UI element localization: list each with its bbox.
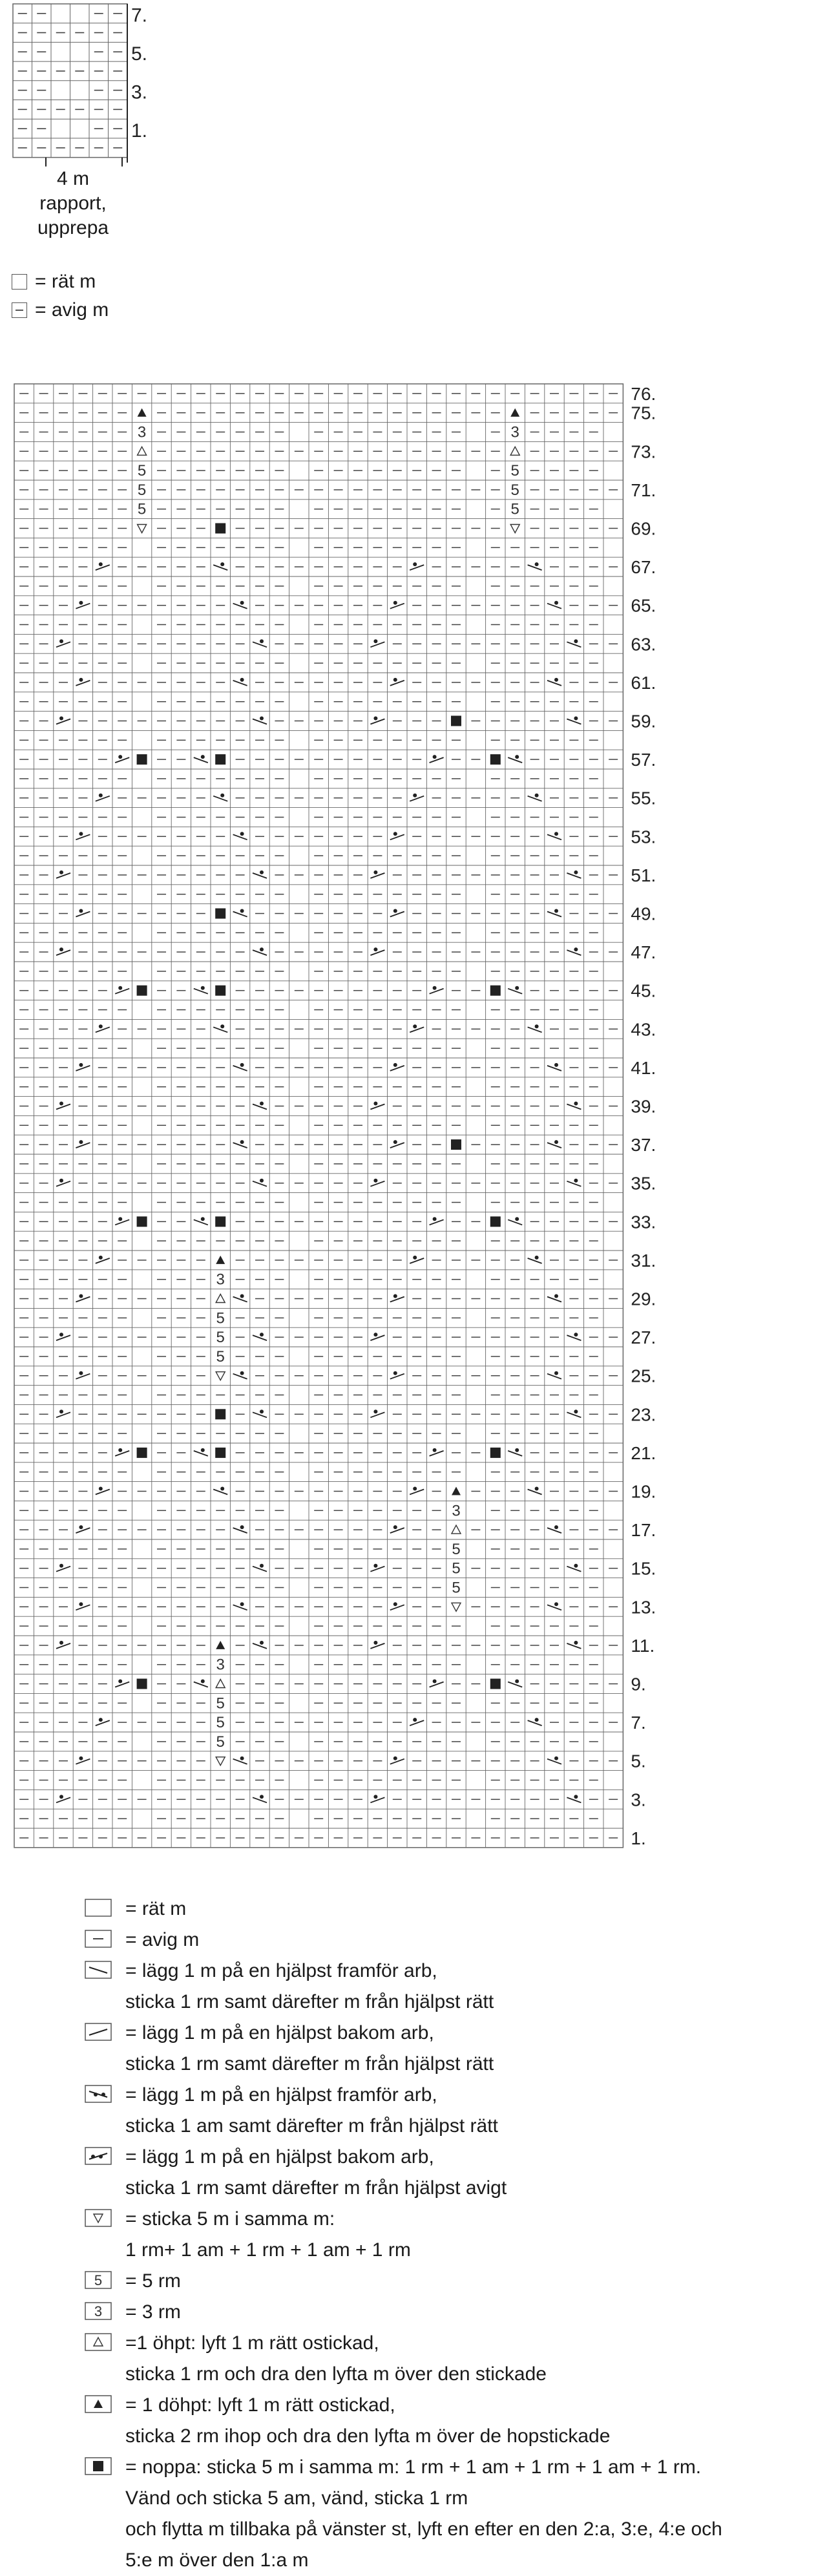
row-label: 19. [631,1481,656,1502]
cable-dot-icon [515,1217,519,1221]
legend-item [84,2297,821,2328]
cable-dot-icon [373,1179,377,1183]
cable-dot-icon [59,1795,63,1799]
legend-bottom [84,1894,821,2576]
row-label: 59. [631,711,656,732]
row-label: 1. [131,120,148,142]
legend-text [125,2452,821,2576]
legend-icon-cell [84,1925,125,1953]
cable-dot-icon [79,1294,83,1298]
bobble-icon [490,1679,501,1689]
legend-item [84,1894,821,1925]
row-label: 45. [631,980,656,1001]
row-label: 5. [631,1751,646,1771]
legend-top-item [12,268,109,296]
legend-item [84,2080,821,2142]
cable-dot-icon [433,986,437,990]
legend-line: = 3 rm [125,2301,181,2323]
cable-dot-icon [393,1140,397,1144]
cable-dot-icon [574,639,578,643]
cable-dot-icon [240,1757,244,1760]
five-rm-icon: 5 [216,1329,225,1347]
legend-icon-cell [84,1956,125,1984]
bobble-icon [137,1679,147,1689]
legend-icon-cell [84,2018,125,2046]
cable-left-front-icon [84,1960,112,1980]
cable-dot-icon [99,1487,103,1491]
cable-dot-icon [554,1063,558,1067]
legend-item [84,2328,821,2390]
cable-dot-icon [373,1409,377,1413]
cable-dot-icon [554,678,558,682]
cable-dot-icon [59,1641,63,1645]
row-label: 29. [631,1289,656,1309]
legend-text [125,2390,821,2452]
legend-item [84,2390,821,2452]
cable-dot-icon [373,717,377,721]
five-rm-icon: 5 [510,481,519,499]
cable-dot-icon [59,717,63,721]
bobble-icon [451,1139,461,1150]
cable-dot-icon [79,1063,83,1067]
cable-dot-icon [99,1024,103,1028]
cable-dot-icon [260,1179,264,1183]
legend-line: = avig m [125,1929,200,1950]
cable-dot-icon [373,1333,377,1336]
five-rm-icon: 5 [137,481,147,499]
cable-dot-icon [118,986,122,990]
cable-dot-icon [554,1140,558,1144]
cable-dot-icon [260,1795,264,1799]
cable-dot-icon [413,1718,417,1722]
cable-dot-icon [574,871,578,874]
row-label: 27. [631,1327,656,1348]
cable-dot-icon [393,1757,397,1760]
legend-text [125,1894,821,1925]
cable-dot-icon [79,1525,83,1529]
cable-dot-icon [260,947,264,951]
cable-dot-icon [574,947,578,951]
cable-dot-icon [535,1024,539,1028]
cable-dot-icon [574,717,578,721]
bobble-icon [137,754,147,765]
cable-dot-icon [535,1256,539,1260]
increase-triangle-icon [84,2208,112,2228]
cable-dot-icon [515,1680,519,1684]
row-label: 7. [131,5,148,26]
legend-line: sticka 1 rm och dra den lyfta m över den stickade [125,2363,547,2385]
legend-text [125,2080,821,2142]
cable-dot-icon [118,755,122,759]
row-label: 5. [131,43,148,65]
cable-dot-icon [413,794,417,797]
legend-text [125,2297,821,2328]
cable-dot-icon [59,639,63,643]
legend-line: 1 rm+ 1 am + 1 rm + 1 am + 1 rm [125,2239,411,2261]
legend-icon-cell [84,1894,125,1922]
cable-dot-icon [99,794,103,797]
purl-dash-icon [84,1929,112,1948]
legend-item [84,2266,821,2297]
double-decrease-icon [84,2394,112,2414]
cable-dot-icon [240,601,244,605]
bobble-icon [137,1448,147,1458]
row-label: 1. [631,1828,646,1848]
five-rm-icon: 5 [137,500,147,518]
legend-icon-cell [84,2204,125,2232]
legend-icon-cell [84,2266,125,2294]
cable-dot-icon [373,1641,377,1645]
cable-dot-icon [393,1294,397,1298]
legend-item [84,2204,821,2266]
legend-line: = lägg 1 m på en hjälpst framför arb, [125,1960,437,1981]
five-rm-icon: 5 [510,462,519,480]
legend-line: sticka 1 rm samt därefter m från hjälpst rätt [125,1991,494,2012]
legend-text [125,2142,821,2204]
cable-dot-icon [118,1217,122,1221]
repeat-label-line2: rapport, [39,193,107,214]
repeat-label [37,167,109,240]
cable-dot-icon [220,1024,224,1028]
knit-square-icon [84,1898,112,1917]
cable-dot-icon [79,678,83,682]
cable-dot-icon [515,986,519,990]
cable-dot-icon [201,986,205,990]
row-label: 67. [631,557,656,578]
legend-text [125,2018,821,2080]
cable-dot-icon [59,1102,63,1106]
row-label: 3. [631,1789,646,1810]
row-label: 31. [631,1250,656,1271]
row-label: 53. [631,827,656,847]
cable-dot-icon [433,1448,437,1452]
cable-dot-icon [393,1063,397,1067]
cable-dot-icon [59,947,63,951]
three-rm-icon: 3 [216,1271,225,1289]
row-label: 11. [631,1635,655,1656]
cable-dot-icon [535,1487,539,1491]
cable-dot-icon [260,1564,264,1568]
bobble-icon [215,1448,225,1458]
cable-dot-icon [574,1641,578,1645]
bobble-icon [84,2456,112,2476]
row-label: 15. [631,1558,656,1579]
cable-dot-icon [240,1140,244,1144]
purl-dash-icon [12,302,27,318]
cable-dot-icon [554,1371,558,1375]
legend-line: = 5 rm [125,2270,181,2292]
cable-dot-icon [393,909,397,913]
five-rm-icon: 5 [216,1733,225,1751]
five-rm-icon: 5 [452,1579,461,1597]
cable-dot-icon [373,1102,377,1106]
cable-dot-icon [260,717,264,721]
cable-dot-icon [240,1371,244,1375]
cable-dot-icon [574,1409,578,1413]
knit-square-icon [12,274,27,290]
cable-dot-icon [413,1487,417,1491]
legend-item [84,2452,821,2576]
cable-dot-icon [79,601,83,605]
cable-dot-icon [574,1795,578,1799]
cable-dot-icon [59,1409,63,1413]
legend-icon-cell [84,2297,125,2325]
row-label: 41. [631,1057,656,1078]
legend-line: 5:e m över den 1:a m [125,2550,309,2571]
row-label: 21. [631,1442,656,1463]
three-rm-icon: 3 [216,1656,225,1674]
legend-line: sticka 1 rm samt därefter m från hjälpst rätt [125,2053,494,2075]
cable-dot-icon [574,1102,578,1106]
bobble-icon [490,1216,501,1227]
cable-dot-icon [201,755,205,759]
legend-text [125,2328,821,2390]
cable-dot-icon [373,871,377,874]
row-label: 63. [631,634,656,655]
cable-dot-icon [554,601,558,605]
row-label: 47. [631,942,656,963]
row-label: 75. [631,403,656,423]
cable-dot-icon [373,947,377,951]
row-label: 37. [631,1135,656,1156]
legend-icon-cell [84,2390,125,2418]
cable-dot-icon [373,1564,377,1568]
five-rm-icon: 5 [216,1694,225,1713]
five-rm-icon: 5 [510,500,519,518]
cable-dot-icon [393,1602,397,1606]
cable-right-back-purl-icon [84,2146,112,2166]
row-label: 61. [631,672,656,693]
row-label: 9. [631,1674,646,1694]
cable-dot-icon [574,1564,578,1568]
cable-dot-icon [393,678,397,682]
bobble-icon [215,986,225,996]
cable-dot-icon [220,1487,224,1491]
five-rm-icon: 5 [216,1714,225,1732]
legend-line: =1 öhpt: lyft 1 m rätt ostickad, [125,2332,379,2354]
bobble-icon [451,716,461,726]
cable-dot-icon [535,794,539,797]
cable-dot-icon [79,1757,83,1760]
row-label: 39. [631,1096,656,1117]
row-label: 57. [631,750,656,770]
svg-text:3: 3 [94,2303,103,2319]
row-label: 71. [631,480,656,500]
cable-dot-icon [554,832,558,836]
legend-line: sticka 2 rm ihop och dra den lyfta m över de hopstickade [125,2425,611,2447]
five-rm-icon: 5 [216,1309,225,1327]
cable-dot-icon [201,1217,205,1221]
legend-text [125,2204,821,2266]
row-label: 65. [631,595,656,616]
row-label: 55. [631,788,656,808]
cable-dot-icon [433,1680,437,1684]
cable-dot-icon [574,1179,578,1183]
cable-dot-icon [79,909,83,913]
five-rm-icon [84,2270,112,2290]
row-label: 51. [631,865,656,885]
cable-dot-icon [260,871,264,874]
cable-dot-icon [99,1256,103,1260]
cable-dot-icon [240,1602,244,1606]
legend-text [125,2266,821,2297]
cable-dot-icon [535,562,539,566]
cable-dot-icon [240,1294,244,1298]
five-rm-icon: 5 [452,1540,461,1558]
five-rm-icon: 5 [216,1347,225,1366]
cable-dot-icon [79,1140,83,1144]
three-rm-icon: 3 [137,423,147,441]
cable-dot-icon [240,1063,244,1067]
legend-icon-cell [84,2142,125,2170]
legend-line: = rät m [125,1898,187,1919]
five-rm-icon: 5 [452,1559,461,1578]
row-label: 13. [631,1597,656,1618]
cable-dot-icon [413,562,417,566]
bobble-icon [137,1216,147,1227]
cable-dot-icon [515,755,519,759]
cable-dot-icon [535,1718,539,1722]
repeat-label-line3: upprepa [37,217,109,238]
cable-dot-icon [118,1448,122,1452]
repeat-label-line1: 4 m [56,168,89,189]
legend-line: sticka 1 rm samt därefter m från hjälpst avigt [125,2177,507,2199]
legend-item [84,2018,821,2080]
cable-dot-icon [260,1102,264,1106]
cable-dot-icon [59,1333,63,1336]
legend-top [12,268,109,324]
row-label: 23. [631,1404,656,1425]
legend-line: = 1 döhpt: lyft 1 m rätt ostickad, [125,2394,395,2416]
cable-dot-icon [413,1256,417,1260]
five-rm-icon: 5 [137,462,147,480]
cable-dot-icon [79,1371,83,1375]
cable-dot-icon [240,909,244,913]
cable-dot-icon [515,1448,519,1452]
legend-line: = lägg 1 m på en hjälpst bakom arb, [125,2146,434,2168]
bobble-icon [215,1216,225,1227]
bobble-icon [490,986,501,996]
cable-dot-icon [59,1564,63,1568]
cable-dot-icon [240,832,244,836]
cable-dot-icon [260,1333,264,1336]
row-label: 43. [631,1019,656,1040]
single-decrease-icon [84,2332,112,2352]
cable-dot-icon [433,1217,437,1221]
cable-dot-icon [59,1179,63,1183]
cable-dot-icon [433,755,437,759]
cable-dot-icon [554,1525,558,1529]
legend-top-text: = rät m [35,271,96,292]
row-label: 17. [631,1520,656,1541]
row-label: 35. [631,1173,656,1194]
row-label: 25. [631,1366,656,1386]
cable-dot-icon [59,871,63,874]
cable-dot-icon [373,639,377,643]
bobble-icon [215,754,225,765]
cable-dot-icon [118,1680,122,1684]
legend-icon-cell [84,2328,125,2356]
cable-dot-icon [574,1333,578,1336]
row-label: 49. [631,903,656,924]
legend-top-text: = avig m [35,299,109,321]
cable-dot-icon [260,639,264,643]
row-label: 3. [131,81,148,103]
cable-dot-icon [393,1371,397,1375]
legend-top-item [12,296,109,324]
cable-dot-icon [201,1448,205,1452]
row-label: 7. [631,1713,646,1733]
cable-dot-icon [393,832,397,836]
row-label: 73. [631,441,656,462]
row-label: 33. [631,1212,656,1232]
cable-dot-icon [554,909,558,913]
three-rm-icon: 3 [510,423,519,441]
bobble-icon [490,754,501,765]
legend-item [84,2142,821,2204]
bobble-icon [490,1448,501,1458]
cable-dot-icon [554,1602,558,1606]
legend-line: sticka 1 am samt därefter m från hjälpst rätt [125,2115,498,2137]
legend-item [84,1956,821,2018]
legend-line: = sticka 5 m i samma m: [125,2208,335,2230]
legend-item [84,1925,821,1956]
legend-text [125,1925,821,1956]
cable-dot-icon [201,1680,205,1684]
cable-dot-icon [393,601,397,605]
cable-dot-icon [220,794,224,797]
row-label: 69. [631,518,656,539]
legend-icon-cell [84,2080,125,2108]
cable-dot-icon [373,1795,377,1799]
three-rm-icon: 3 [452,1502,461,1520]
cable-dot-icon [260,1409,264,1413]
bobble-icon [137,986,147,996]
cable-dot-icon [99,562,103,566]
svg-text:5: 5 [94,2272,103,2288]
row-label: 76. [631,383,656,404]
cable-dot-icon [220,562,224,566]
cable-dot-icon [554,1294,558,1298]
cable-dot-icon [79,832,83,836]
cable-right-back-icon [84,2022,112,2042]
bobble-icon [215,1409,225,1419]
legend-line: och flytta m tillbaka på vänster st, lyft en efter en den 2:a, 3:e, 4:e och [125,2518,722,2540]
legend-text [125,1956,821,2018]
cable-dot-icon [240,678,244,682]
cable-dot-icon [554,1757,558,1760]
cable-dot-icon [240,1525,244,1529]
legend-line: = lägg 1 m på en hjälpst framför arb, [125,2084,437,2106]
cable-left-front-purl-icon [84,2084,112,2104]
cable-dot-icon [260,1641,264,1645]
legend-line: = lägg 1 m på en hjälpst bakom arb, [125,2022,434,2043]
cable-dot-icon [413,1024,417,1028]
cable-dot-icon [79,1602,83,1606]
legend-line: = noppa: sticka 5 m i samma m: 1 rm + 1 am + 1 rm + 1 am + 1 rm. [125,2456,702,2478]
cable-dot-icon [393,1525,397,1529]
bobble-icon [215,909,225,919]
three-rm-icon [84,2301,112,2321]
legend-line: Vänd och sticka 5 am, vänd, sticka 1 rm [125,2487,468,2509]
cable-dot-icon [99,1718,103,1722]
legend-icon-cell [84,2452,125,2480]
bobble-icon [215,523,225,534]
